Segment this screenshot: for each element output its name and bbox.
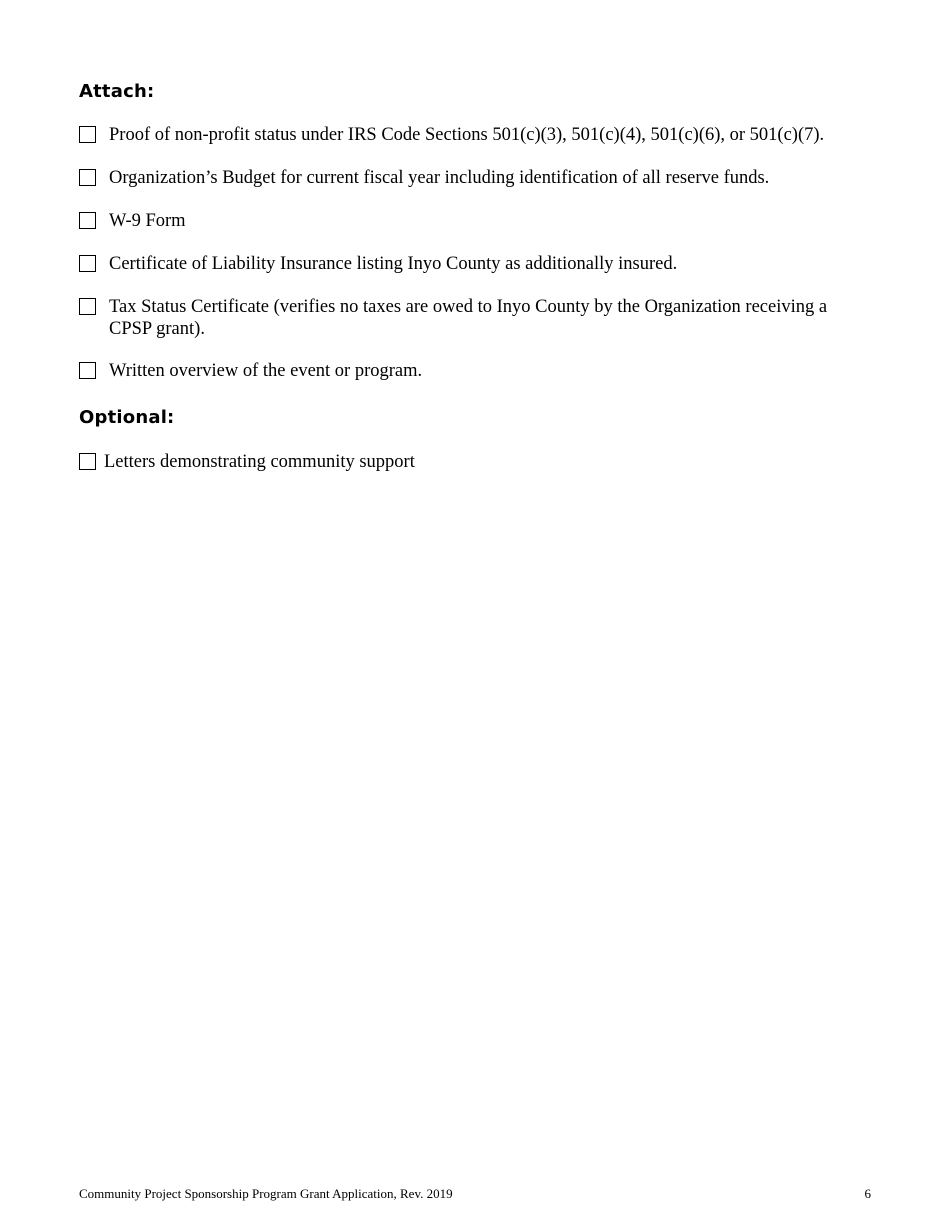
checkbox-tax-status[interactable] bbox=[79, 298, 96, 315]
attach-item-nonprofit-status bbox=[79, 124, 859, 146]
checkbox-nonprofit-status[interactable] bbox=[79, 126, 96, 143]
attach-heading: Attach: bbox=[79, 81, 155, 102]
checkbox-w9-form[interactable] bbox=[79, 212, 96, 229]
footer-title: Community Project Sponsorship Program Grant Application, Rev. 2019 bbox=[79, 1186, 453, 1201]
optional-item-community-support bbox=[79, 451, 859, 473]
attach-item-label: Proof of non-profit status under IRS Code Sections 501(c)(3), 501(c)(4), 501(c)(6), or 501(c)(7). bbox=[109, 125, 825, 145]
attach-item-written-overview bbox=[79, 360, 859, 382]
checkbox-written-overview[interactable] bbox=[79, 362, 96, 379]
optional-heading: Optional: bbox=[79, 407, 175, 428]
attach-item-budget bbox=[79, 167, 859, 189]
attach-item-w9-form bbox=[79, 210, 859, 232]
attach-item-label: Organization’s Budget for current fiscal year including identification of all reserve funds. bbox=[109, 168, 770, 188]
attach-item-label: W-9 Form bbox=[109, 211, 186, 231]
checkbox-liability-insurance[interactable] bbox=[79, 255, 96, 272]
optional-item-label: Letters demonstrating community support bbox=[104, 452, 415, 472]
attach-item-label: Written overview of the event or program. bbox=[109, 361, 423, 381]
checkbox-community-support[interactable] bbox=[79, 453, 96, 470]
attach-item-liability-insurance bbox=[79, 253, 859, 275]
attach-item-label: Certificate of Liability Insurance listing Inyo County as additionally insured. bbox=[109, 254, 678, 274]
checkbox-budget[interactable] bbox=[79, 169, 96, 186]
attach-item-label: Tax Status Certificate (verifies no taxes are owed to Inyo County by the Organization receiving a CPSP grant). bbox=[109, 297, 828, 339]
footer-page-number: 6 bbox=[864, 1186, 871, 1201]
attach-item-tax-status bbox=[79, 296, 859, 340]
